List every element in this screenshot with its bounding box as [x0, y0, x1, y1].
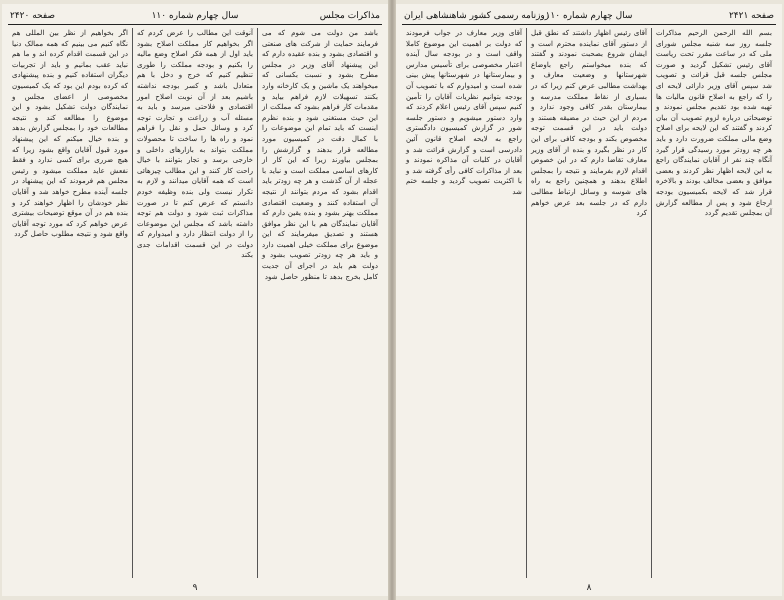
left-columns: [8, 28, 382, 578]
column-text: اگر بخواهیم از نظر بین المللی هم نگاه کنیم می بینیم که همه ممالک دنیا در این قسمت اقدام کرده اند و ما هم نباید عقب بمانیم و باید از تجربیات دیگران استفاده کنیم و بنده پیشنهادی که کرده بودم این بود که یک کمیسیون مخصوصی از اعضای مجلس و نمایندگان دولت تشکیل بشود و این موضوع را مطالعه کند و نتیجه مطالعات خود را بمجلس گزارش بدهد و بنده خیال میکنم که این پیشنهاد مورد قبول آقایان واقع بشود زیرا که هیچ ضرری برای کسی ندارد و فقط نفعش عاید مملکت میشود و رئیس مجلس هم فرمودند که این پیشنهاد در جلسه آینده مطرح خواهد شد و آقایان نظر خودشان را اظهار خواهند کرد و بنده هم در آن موقع توضیحات بیشتری عرض خواهم کرد که مورد توجه آقایان واقع شود و نتیجه مطلوب حاصل گردد: [12, 28, 128, 239]
right-page-header: [402, 8, 776, 25]
column-text: باشد من دولت می شوم که می فرمایند حمایت از شرکت های صنعتی و اقتصادی بشود و بنده عقیده دارم که این پیشنهاد آقای وزیر در مجلس مطرح بشود و نسبت بکسانی که میخواهند یک ماشین و یک کارخانه وارد بکنند تسهیلات لازم فراهم بیاید و مقدمات کار فراهم بشود که مملکت از این حیث مستغنی شود و بنده نظرم اینست که باید تمام این موضوعات را با کمال دقت در کمیسیون مورد مطالعه قرار بدهند و گزارشش را بمجلس بیاورند زیرا که این کار از کارهای اساسی مملکت است و نباید با عجله از آن گذشت و هر چه زودتر باید اقدام بشود که مردم بتوانند از نتیجه آن استفاده کنند و وضعیت اقتصادی مملکت بهتر بشود و بنده یقین دارم که آقایان نمایندگان هم با این نظر موافق هستند و تصدیق میفرمایند که این موضوع برای مملکت خیلی اهمیت دارد و باید هر چه زودتر تصویب بشود و دولت هم باید در اجرای آن جدیت کامل بخرج بدهد تا منظور حاصل شود: [262, 28, 378, 281]
column-text: آنوقت این مطالب را عرض کردم که اگر بخواهیم کار مملکت اصلاح بشود باید اول از همه فکر اصلاح وضع مالیه را بکنیم و بودجه مملکت را طوری تنظیم کنیم که خرج و دخل با هم متعادل باشد و کسر بودجه نداشته باشیم بعد از آن نوبت اصلاح امور اقتصادی و فلاحتی میرسد و باید به مسئله آب و زراعت و تجارت توجه کرد و وسائل حمل و نقل را فراهم نمود و راه ها را ساخت تا محصولات مملکت بتواند به بازارهای داخلی و خارجی برسد و تجار بتوانند با خیال راحت کار کنند و این مطالب چیزهائی است که همه آقایان میدانند و لازم به تکرار نیست ولی بنده وظیفه خودم دانستم که عرض کنم تا در صورت مذاکرات ثبت شود و دولت هم توجه داشته باشد که مجلس این موضوعات را از دولت انتظار دارد و امیدوارم که دولت در این قسمت اقدامات جدی بکند: [137, 28, 253, 260]
right-page: [396, 4, 782, 596]
left-page-header: [8, 8, 382, 25]
right-column-2: [527, 28, 652, 578]
book-gutter: [388, 0, 396, 600]
right-page-footer: ۸: [586, 583, 592, 593]
right-columns: [402, 28, 776, 578]
column-text: آقای وزیر معارف در جواب فرمودند که دولت بر اهمیت این موضوع کاملا واقف است و در بودجه سال آینده اعتبار مخصوصی برای تأسیس مدارس و بیمارستانها در شهرستانها پیش بینی شده است و امیدوارم که با تصویب آن بودجه بتوانیم نظریات آقایان را تأمین کنیم سپس آقای رئیس اعلام کردند که وارد دستور میشویم و دستور جلسه شور در گزارش کمیسیون دادگستری راجع به لایحه اصلاح قانون آئین دادرسی است و گزارش قرائت شد و آقایان در کلیات آن مذاکره نمودند و بعد از مذاکرات کافی رأی گرفته شد و با اکثریت تصویب گردید و جلسه ختم شد: [406, 28, 522, 196]
left-page: [2, 4, 388, 596]
right-column-1: [652, 28, 776, 578]
left-column-3: [8, 28, 133, 578]
right-newspaper-title: روزنامه رسمی کشور شاهنشاهی ایران: [404, 11, 550, 21]
right-column-3: [402, 28, 527, 578]
column-text: بسم الله الرحمن الرحیم مذاکرات جلسه روز سه شنبه مجلس شورای ملی که در ساعت مقرر تحت ریاست آقای رئیس تشکیل گردید و صورت مجلس جلسه قبل قرائت و تصویب شد سپس آقای وزیر دارائی لایحه ای را که راجع به اصلاح قانون مالیات ها تهیه شده بود تقدیم مجلس نمودند و توضیحاتی درباره لزوم تصویب آن بیان کردند و گفتند که این لایحه برای اصلاح وضع مالی مملکت ضرورت دارد و باید هر چه زودتر مورد رسیدگی قرار گیرد آنگاه چند نفر از آقایان نمایندگان راجع به این لایحه اظهار نظر کردند و بعضی موافق و بعضی مخالف بودند و بالاخره قرار شد که لایحه بکمیسیون بودجه ارجاع شود و پس از مطالعه گزارش آن بمجلس تقدیم گردد: [656, 28, 772, 218]
left-issue-info: سال چهارم شماره ۱۱۰: [151, 11, 239, 21]
right-issue-info: سال چهارم شماره ۱۱۰: [545, 11, 633, 21]
left-page-footer: ۹: [192, 583, 198, 593]
left-page-number: صفحه ۲۴۲۰: [10, 11, 56, 21]
left-column-1: [258, 28, 382, 578]
column-text: آقای رئیس اظهار داشتند که نطق قبل از دستور آقای نماینده محترم است و ایشان شروع بصحبت نمودند و گفتند که بنده میخواستم راجع باوضاع شهرستانها و وضعیت معارف و بهداشت مطالبی عرض کنم زیرا که در بسیاری از نقاط مملکت مدرسه و بیمارستان بقدر کافی وجود ندارد و مردم از این حیث در مضیقه هستند و دولت باید در این قسمت توجه مخصوص بکند و بودجه کافی برای این کار در نظر بگیرد و بنده از آقای وزیر معارف تقاضا دارم که در این خصوص اقدام لازم بفرمایند و نتیجه را بمجلس اطلاع بدهند و همچنین راجع به راه های شوسه و وسائل ارتباط مطالبی دارم که در جلسه بعد عرض خواهم کرد: [531, 28, 647, 218]
left-column-2: [133, 28, 258, 578]
left-section-title: مذاکرات مجلس: [319, 11, 380, 21]
right-page-number: صفحه ۲۴۲۱: [728, 11, 774, 21]
